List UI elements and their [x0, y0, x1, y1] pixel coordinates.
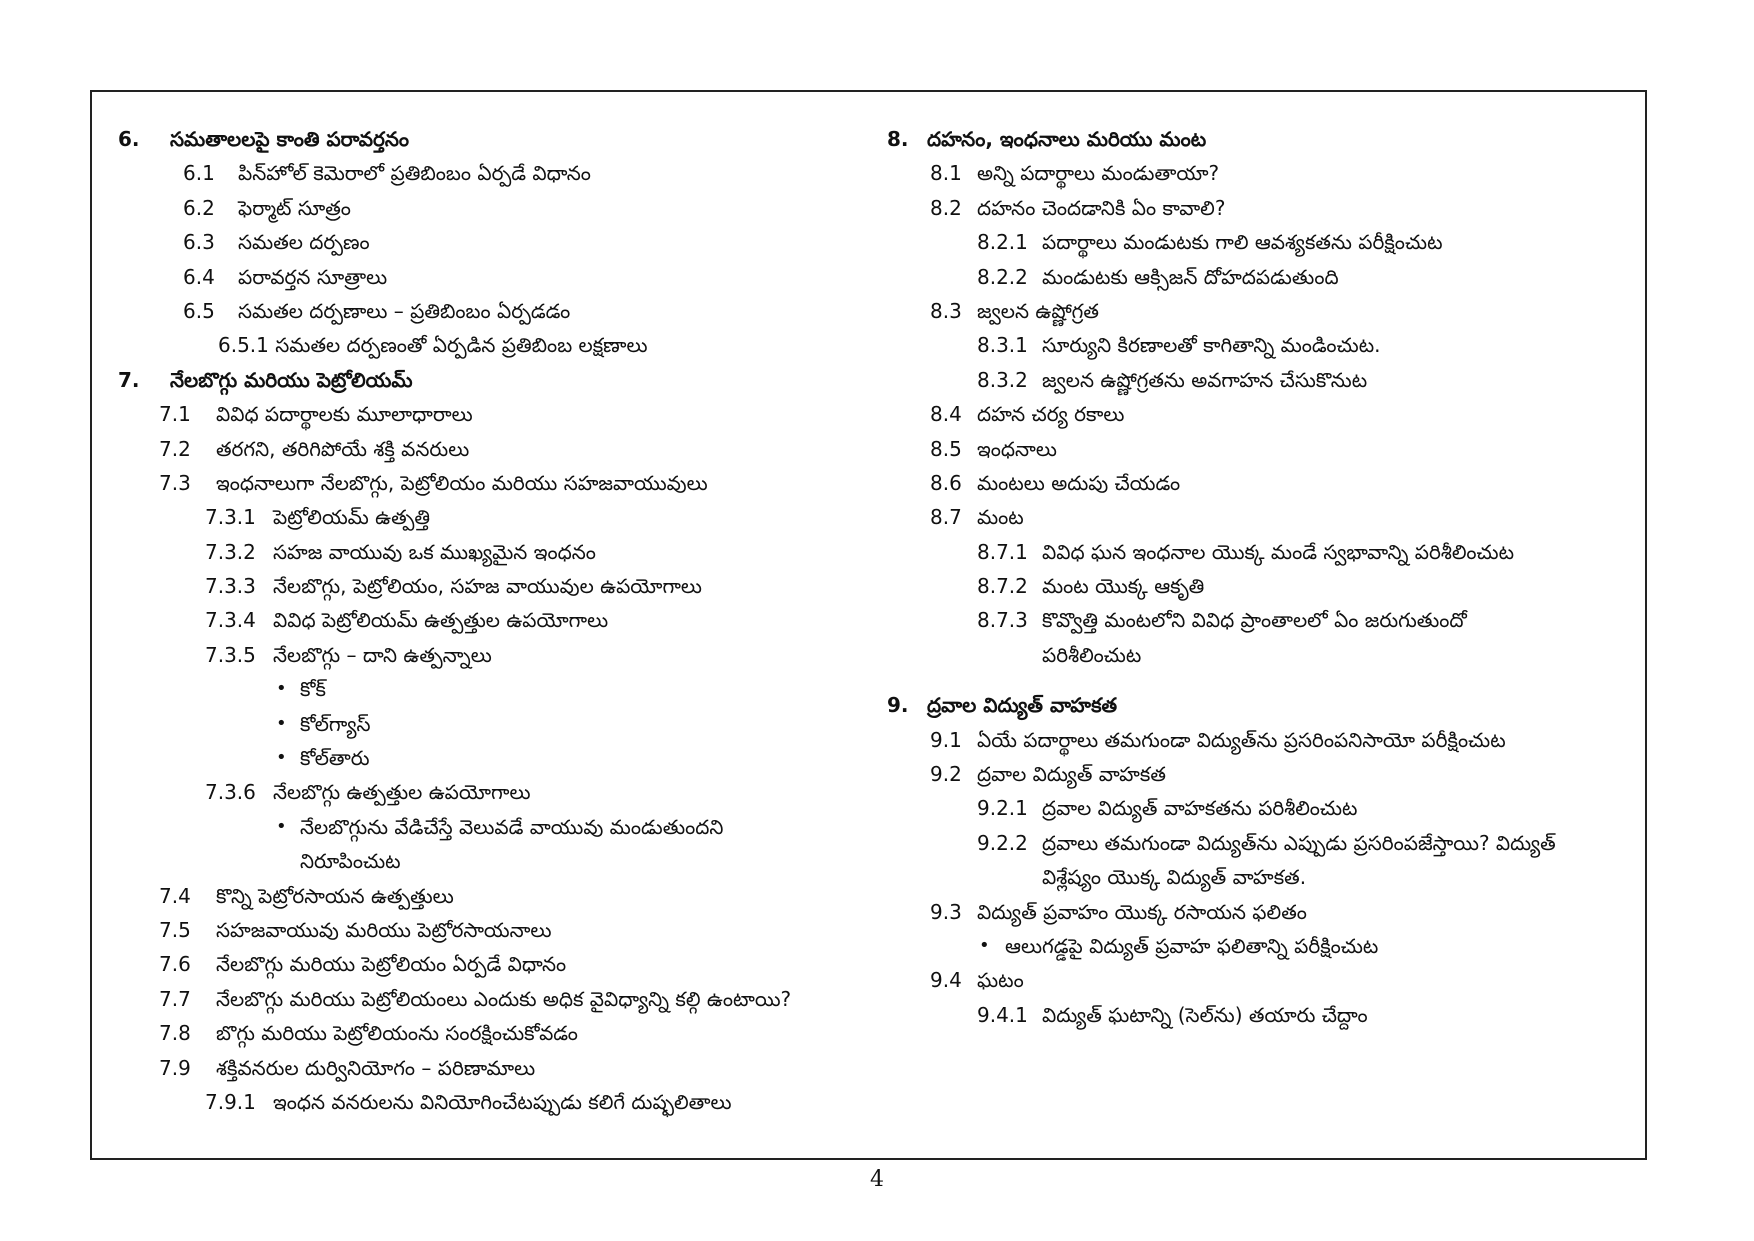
toc-entry-section [887, 432, 1632, 466]
toc-entry-section [118, 982, 898, 1016]
toc-entry-subsection-cont [887, 638, 1632, 672]
toc-title: దహన చర్య రకాలు [977, 402, 1125, 427]
toc-entry-section [118, 879, 898, 913]
toc-number: 9.3 [930, 899, 962, 924]
toc-title: విశ్లేష్యం యొక్క విద్యుత్ వాహకత. [1042, 865, 1307, 890]
toc-number: 8.5 [930, 436, 962, 461]
toc-number: 8.7.1 [977, 539, 1028, 564]
toc-entry-section [887, 895, 1632, 929]
toc-entry-section [118, 432, 898, 466]
toc-entry-subsection [887, 225, 1632, 259]
toc-number: 8.2.2 [977, 264, 1028, 289]
toc-title: వివిధ పదార్థాలకు మూలాధారాలు [216, 402, 473, 427]
toc-number: 7.8 [159, 1021, 191, 1046]
bullet-icon: • [276, 678, 287, 700]
toc-number: 8.2 [930, 195, 962, 220]
toc-number: 7.4 [159, 883, 191, 908]
toc-number: 6. [118, 127, 140, 151]
toc-entry-subsection [887, 328, 1632, 362]
toc-number: 8.2.1 [977, 230, 1028, 255]
bullet-icon: • [276, 712, 287, 734]
toc-number: 7.1 [159, 402, 191, 427]
toc-title: పరావర్తన సూత్రాలు [238, 264, 388, 289]
toc-title: కొన్ని పెట్రోరసాయన ఉత్పత్తులు [216, 883, 454, 908]
toc-title: నేలబొగ్గు ఉత్పత్తుల ఉపయోగాలు [273, 780, 531, 805]
bullet-icon: • [276, 815, 287, 837]
toc-number: 7.9 [159, 1055, 191, 1080]
toc-entry-section [118, 1051, 898, 1085]
toc-number: 7. [118, 367, 140, 392]
toc-number: 7.3.1 [205, 505, 256, 530]
toc-title: ఇంధనాలుగా నేలబొగ్గు, పెట్రోలియం మరియు సహజవాయువులు [216, 470, 708, 495]
toc-title: కొవ్వొత్తి మంటలోని వివిధ ప్రాంతాలలో ఏం జరుగుతుందో [1042, 608, 1467, 633]
toc-title: జ్వలన ఉష్ణోగ్రతను అవగాహన చేసుకొనుట [1042, 367, 1368, 392]
toc-number: 6.3 [183, 230, 215, 255]
toc-entry-section [887, 191, 1632, 225]
toc-number: 8.1 [930, 161, 962, 186]
toc-title: ఫెర్మాట్ సూత్రం [238, 195, 351, 220]
toc-entry-subsection [118, 638, 898, 672]
toc-entry-section [887, 294, 1632, 328]
toc-entry-subsection [118, 603, 898, 637]
toc-number: 9.2.1 [977, 796, 1028, 821]
toc-entry-section [887, 723, 1632, 757]
bullet-icon: • [979, 934, 990, 956]
contents-frame [90, 90, 1647, 1160]
toc-number: 8.7.2 [977, 574, 1028, 599]
bullet-icon: • [276, 747, 287, 769]
toc-entry-subsection [887, 791, 1632, 825]
toc-entry-chapter [118, 122, 898, 156]
toc-number: 6.1 [183, 161, 215, 186]
toc-entry-section [118, 294, 898, 328]
toc-number: 7.9.1 [205, 1089, 256, 1114]
toc-entry-subsection [118, 535, 898, 569]
toc-entry-section [118, 947, 898, 981]
toc-number: 9.4 [930, 968, 962, 993]
toc-title: పదార్థాలు మండుటకు గాలి ఆవశ్యకతను పరీక్షించుట [1042, 230, 1443, 255]
toc-entry-subsection [887, 569, 1632, 603]
toc-number: 9.2 [930, 762, 962, 787]
toc-title: విద్యుత్ ఘటాన్ని (సెల్‌ను) తయారు చేద్దాం [1042, 1002, 1368, 1027]
toc-title: కోక్ [300, 677, 326, 702]
toc-number: 8.4 [930, 402, 962, 427]
toc-entry-subsection [887, 535, 1632, 569]
toc-title: ద్రవాల విద్యుత్ వాహకతను పరిశీలించుట [1042, 796, 1358, 821]
right-column [887, 122, 1632, 1032]
toc-title: పిన్‌హోల్ కెమెరాలో ప్రతిబింబం ఏర్పడే విధానం [238, 161, 591, 186]
toc-title: కోల్‌తారు [300, 746, 370, 771]
toc-title: ఘటం [977, 968, 1024, 993]
toc-number: 6.5 [183, 298, 215, 323]
toc-entry-section [118, 397, 898, 431]
toc-title: సహజవాయువు మరియు పెట్రోరసాయనాలు [216, 917, 552, 942]
toc-number: 8.3.2 [977, 367, 1028, 392]
toc-number: 7.5 [159, 917, 191, 942]
toc-title: మంటలు అదుపు చేయడం [977, 470, 1181, 495]
toc-number: 7.2 [159, 436, 191, 461]
toc-title: నేలబొగ్గు, పెట్రోలియం, సహజ వాయువుల ఉపయోగాలు [273, 574, 702, 599]
toc-number: 7.6 [159, 952, 191, 977]
toc-entry-section [118, 156, 898, 190]
toc-title: ఇంధన వనరులను వినియోగించేటప్పుడు కలిగే దుష్ఫలితాలు [273, 1089, 732, 1114]
toc-title: సమతల దర్పణాలు – ప్రతిబింబం ఏర్పడడం [238, 298, 571, 323]
toc-number: 7.3 [159, 470, 191, 495]
toc-entry-section [887, 500, 1632, 534]
toc-title: నేలబొగ్గును వేడిచేస్తే వెలువడే వాయువు మండుతుందని [300, 814, 724, 839]
toc-entry-section [887, 963, 1632, 997]
toc-title: మంట [977, 505, 1024, 530]
toc-title: ద్రవాలు తమగుండా విద్యుత్‌ను ఎప్పుడు ప్రసరింపజేస్తాయి? విద్యుత్ [1042, 830, 1556, 855]
toc-title: సమతల దర్పణం [238, 230, 370, 255]
toc-entry-chapter [887, 688, 1632, 722]
toc-entry-subsection [118, 500, 898, 534]
toc-title: ద్రవాల విద్యుత్ వాహకత [927, 693, 1118, 718]
toc-entry-subsection [118, 775, 898, 809]
toc-title: బొగ్గు మరియు పెట్రోలియంను సంరక్షించుకోవడం [216, 1021, 578, 1046]
toc-title: జ్వలన ఉష్ణోగ్రత [977, 298, 1099, 323]
toc-entry-bullet-cont [118, 844, 898, 878]
toc-title: కోల్‌గ్యాస్ [300, 711, 371, 736]
toc-entry-subsection [887, 260, 1632, 294]
toc-title: 6.5.1 సమతల దర్పణంతో ఏర్పడిన ప్రతిబింబ లక్షణాలు [218, 333, 648, 358]
toc-number: 9.4.1 [977, 1002, 1028, 1027]
toc-title: వివిధ ఘన ఇంధనాల యొక్క మండే స్వభావాన్ని పరిశీలించుట [1042, 539, 1515, 564]
toc-number: 8.7 [930, 505, 962, 530]
left-column [118, 122, 898, 1119]
toc-title: నేలబొగ్గు మరియు పెట్రోలియమ్ [170, 367, 413, 392]
toc-title: విద్యుత్ ప్రవాహం యొక్క రసాయన ఫలితం [977, 899, 1307, 924]
toc-entry-inline-sub [118, 328, 898, 362]
toc-entry-subsection [887, 998, 1632, 1032]
toc-entry-section [887, 466, 1632, 500]
toc-entry-section [118, 260, 898, 294]
toc-entry-subsection [118, 569, 898, 603]
toc-entry-section [118, 225, 898, 259]
toc-title: అన్ని పదార్థాలు మండుతాయా? [977, 161, 1220, 186]
toc-title: మండుటకు ఆక్సిజన్ దోహదపడుతుంది [1042, 264, 1339, 289]
toc-title: నేలబొగ్గు – దాని ఉత్పన్నాలు [273, 642, 492, 667]
toc-entry-subsection [887, 603, 1632, 637]
toc-entry-section [887, 397, 1632, 431]
toc-number: 9.1 [930, 727, 962, 752]
toc-number: 8. [887, 127, 909, 151]
toc-number: 6.2 [183, 195, 215, 220]
toc-entry-bullet [887, 929, 1632, 963]
toc-entry-bullet [118, 810, 898, 844]
toc-number: 7.3.2 [205, 539, 256, 564]
toc-title: పరిశీలించుట [1042, 642, 1142, 667]
toc-title: ఏయే పదార్థాలు తమగుండా విద్యుత్‌ను ప్రసరింపనిసాయో పరీక్షించుట [977, 727, 1506, 752]
toc-entry-section [118, 191, 898, 225]
toc-number: 8.3.1 [977, 333, 1028, 358]
toc-number: 8.6 [930, 470, 962, 495]
toc-entry-section [887, 156, 1632, 190]
toc-title: ఆలుగడ్డపై విద్యుత్ ప్రవాహ ఫలితాన్ని పరీక్షించుట [1005, 933, 1379, 958]
toc-title: ద్రవాల విద్యుత్ వాహకత [977, 762, 1166, 787]
page-number: 4 [870, 1167, 884, 1192]
toc-title: ఇంధనాలు [977, 436, 1057, 461]
toc-entry-section [887, 757, 1632, 791]
toc-number: 7.3.5 [205, 642, 256, 667]
toc-number: 8.7.3 [977, 608, 1028, 633]
toc-number: 9.2.2 [977, 830, 1028, 855]
toc-number: 8.3 [930, 298, 962, 323]
toc-entry-bullet [118, 672, 898, 706]
toc-number: 9. [887, 693, 909, 718]
toc-entry-bullet [118, 707, 898, 741]
toc-title: సమతాలలపై కాంతి పరావర్తనం [170, 127, 410, 151]
toc-title: తరగని, తరిగిపోయే శక్తి వనరులు [216, 436, 470, 461]
toc-number: 6.4 [183, 264, 215, 289]
toc-entry-section [118, 913, 898, 947]
toc-entry-chapter [887, 122, 1632, 156]
toc-title: శక్తివనరుల దుర్వినియోగం – పరిణామాలు [216, 1055, 536, 1080]
toc-entry-subsection [118, 1085, 898, 1119]
toc-title: పెట్రోలియమ్ ఉత్పత్తి [273, 505, 431, 530]
toc-title: నేలబొగ్గు మరియు పెట్రోలియం ఏర్పడే విధానం [216, 952, 567, 977]
toc-title: మంట యొక్క ఆకృతి [1042, 574, 1205, 599]
toc-number: 7.3.3 [205, 574, 256, 599]
toc-number: 7.3.4 [205, 608, 256, 633]
toc-entry-bullet [118, 741, 898, 775]
toc-title: దహనం చెందడానికి ఏం కావాలి? [977, 195, 1226, 220]
toc-title: దహనం, ఇంధనాలు మరియు మంట [927, 127, 1207, 151]
toc-entry-chapter [118, 363, 898, 397]
toc-entry-section [118, 466, 898, 500]
toc-title: నేలబొగ్గు మరియు పెట్రోలియంలు ఎందుకు అధిక వైవిధ్యాన్ని కల్గి ఉంటాయి? [216, 986, 792, 1011]
toc-title: వివిధ పెట్రోలియమ్ ఉత్పత్తుల ఉపయోగాలు [273, 608, 609, 633]
toc-title: సహజ వాయువు ఒక ముఖ్యమైన ఇంధనం [273, 539, 596, 564]
toc-entry-section [118, 1016, 898, 1050]
toc-number: 7.7 [159, 986, 191, 1011]
toc-entry-subsection [887, 826, 1632, 860]
toc-entry-subsection-cont [887, 860, 1632, 894]
toc-entry-subsection [887, 363, 1632, 397]
toc-title: సూర్యుని కిరణాలతో కాగితాన్ని మండించుట. [1042, 333, 1381, 358]
toc-number: 7.3.6 [205, 780, 256, 805]
toc-title: నిరూపించుట [300, 849, 401, 874]
section-spacer [887, 672, 1632, 688]
